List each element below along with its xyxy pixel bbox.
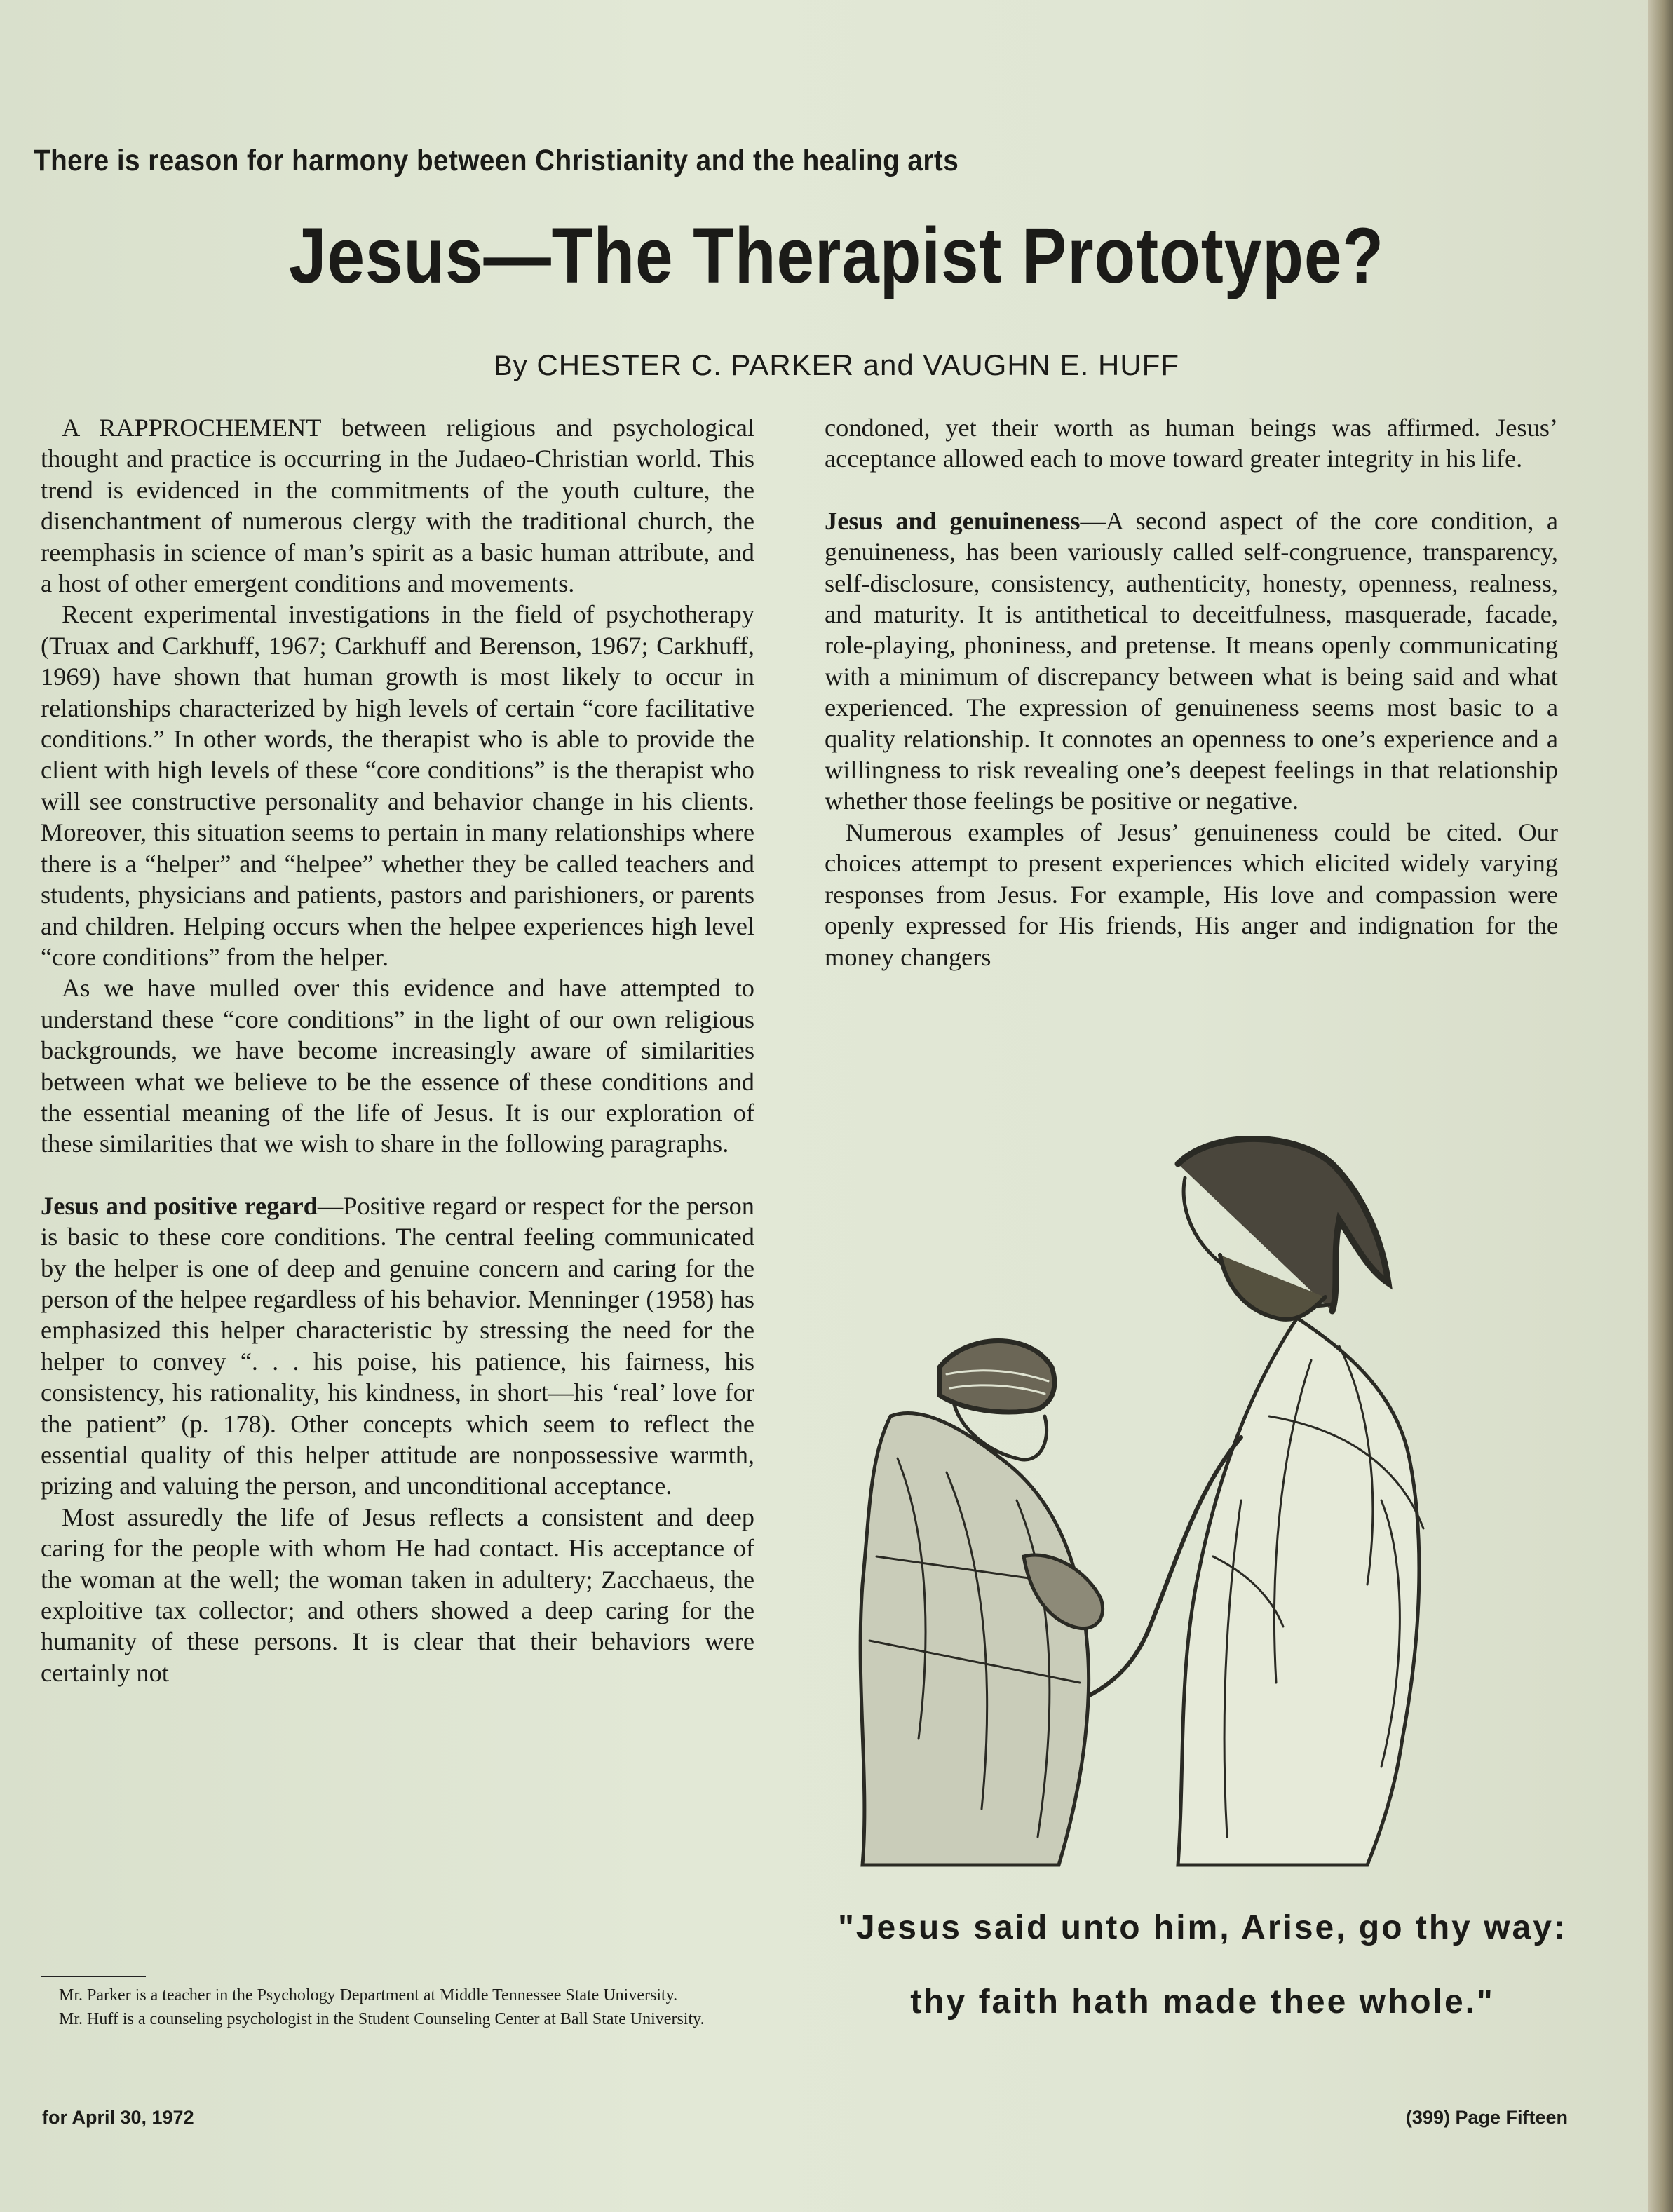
paragraph-jesus-caring: Most assuredly the life of Jesus reflects a consistent and deep caring for the people with whom He had contact. His acceptance of the woman at the well; the woman taken in adultery; Zacchaeus, the exploitive tax collector; and others showed a deep caring for the humanity of these persons. It is clear that their behaviors were certainly not: [41, 1502, 754, 1687]
subhead-genuineness: Jesus and genuineness: [825, 506, 1081, 535]
footnote-huff: Mr. Huff is a counseling psychologist in the Student Counseling Center at Ball State University.: [59, 2010, 705, 2028]
article-kicker: There is reason for harmony between Christianity and the healing arts: [34, 144, 959, 177]
page-edge-shadow: [1648, 0, 1673, 2212]
folio-date: for April 30, 1972: [42, 2107, 194, 2128]
right-column: [825, 412, 1558, 972]
paragraph-reflection: As we have mulled over this evidence and have attempted to understand these “core conditions” in the light of our own religious backgrounds, we have become increasingly aware of similarities between what we believe to be the essence of these conditions and the essential meaning of the life of Jesus. It is our exploration of these similarities that we wish to share in the following paragraphs.: [41, 974, 754, 1158]
byline-authors: CHESTER C. PARKER and VAUGHN E. HUFF: [536, 348, 1179, 381]
illustration-jesus-healing: [848, 1136, 1557, 1879]
bowing-man-cloak: [860, 1413, 1088, 1865]
folio-page-number: (399) Page Fifteen: [1405, 2107, 1568, 2128]
genuineness-text: —A second aspect of the core condition, a genuineness, has been variously called self-congruence, transparency, self-disclosure, consistency, authenticity, honesty, openness, realness, and maturity. It is antithetical to deceitfulness, masquerade, facade, role-playing, phoniness, and pretense. It means openly communicating with a minimum of discrepancy between what is being said and what experienced. The expression of genuineness seems most basic to a quality relationship. It connotes an openness to one’s experience and a willingness to risk revealing one’s deepest feelings in that relationship whether those feelings be positive or negative.: [825, 506, 1558, 815]
bowing-man-turban: [940, 1341, 1055, 1412]
subhead-positive-regard: Jesus and positive regard: [41, 1191, 318, 1220]
footnote-parker: Mr. Parker is a teacher in the Psychology Department at Middle Tennessee State University.: [59, 1986, 678, 2004]
paragraph-genuineness: [825, 505, 1558, 817]
byline-by: By: [494, 351, 528, 381]
paragraph-intro: A RAPPROCHEMENT between religious and psychological thought and practice is occurring in the Judaeo-Christian world. This trend is evidenced in the commitments of the youth culture, the disenchantment of numerous clergy with the traditional church, the reemphasis in science of man’s spirit as a basic human attribute, and a host of other emergent conditions and movements.: [41, 414, 754, 598]
byline: [0, 348, 1673, 382]
caption-line-1: "Jesus said unto him, Arise, go thy way:: [838, 1909, 1567, 1946]
caption-line-2: thy faith hath made thee whole.": [910, 1983, 1495, 2021]
paragraph-positive-regard: [41, 1190, 754, 1502]
paragraph-research: Recent experimental investigations in the field of psychotherapy (Truax and Carkhuff, 1967; Carkhuff and Berenson, 1967; Carkhuff, 1969) have shown that human growth is most likely to occur in relationships characterized by high levels of certain “core facilitative conditions.” In other words, the therapist who is able to provide the client with high levels of these “core conditions” is the therapist who will see constructive personality and behavior change in his clients. Moreover, this situation seems to pertain in many relationships where there is a “helper” and “helpee” whether they be called teachers and students, physicians and patients, pastors and parishioners, or parents and children. Helping occurs when the helpee experiences high level “core conditions” from the helper.: [41, 600, 754, 971]
left-column: [41, 412, 754, 1688]
paragraph-continued: condoned, yet their worth as human beings was affirmed. Jesus’ acceptance allowed each to move toward greater integrity in his life.: [825, 414, 1558, 473]
footnotes: [41, 1976, 754, 2033]
footnote-rule: [41, 1976, 146, 1977]
paragraph-examples: Numerous examples of Jesus’ genuineness could be cited. Our choices attempt to present experiences which elicited widely varying responses from Jesus. For example, His love and compassion were openly expressed for His friends, His anger and indignation for the money changers: [825, 817, 1558, 971]
positive-regard-text: —Positive regard or respect for the person is basic to these core conditions. The central feeling communicated by the helper is one of deep and genuine concern and caring for the person of the helpee regardless of his behavior. Menninger (1958) has emphasized this helper characteristic by stressing the need for the helper to convey “. . . his poise, his patience, his fairness, his consistency, his rationality, his kindness, in short—his ‘real’ love for the patient” (p. 178). Other concepts which seem to reflect the essential quality of this helper attitude are nonpossessive warmth, prizing and valuing the person, and unconditional acceptance.: [41, 1191, 754, 1500]
article-title: Jesus—The Therapist Prototype?: [289, 212, 1384, 299]
